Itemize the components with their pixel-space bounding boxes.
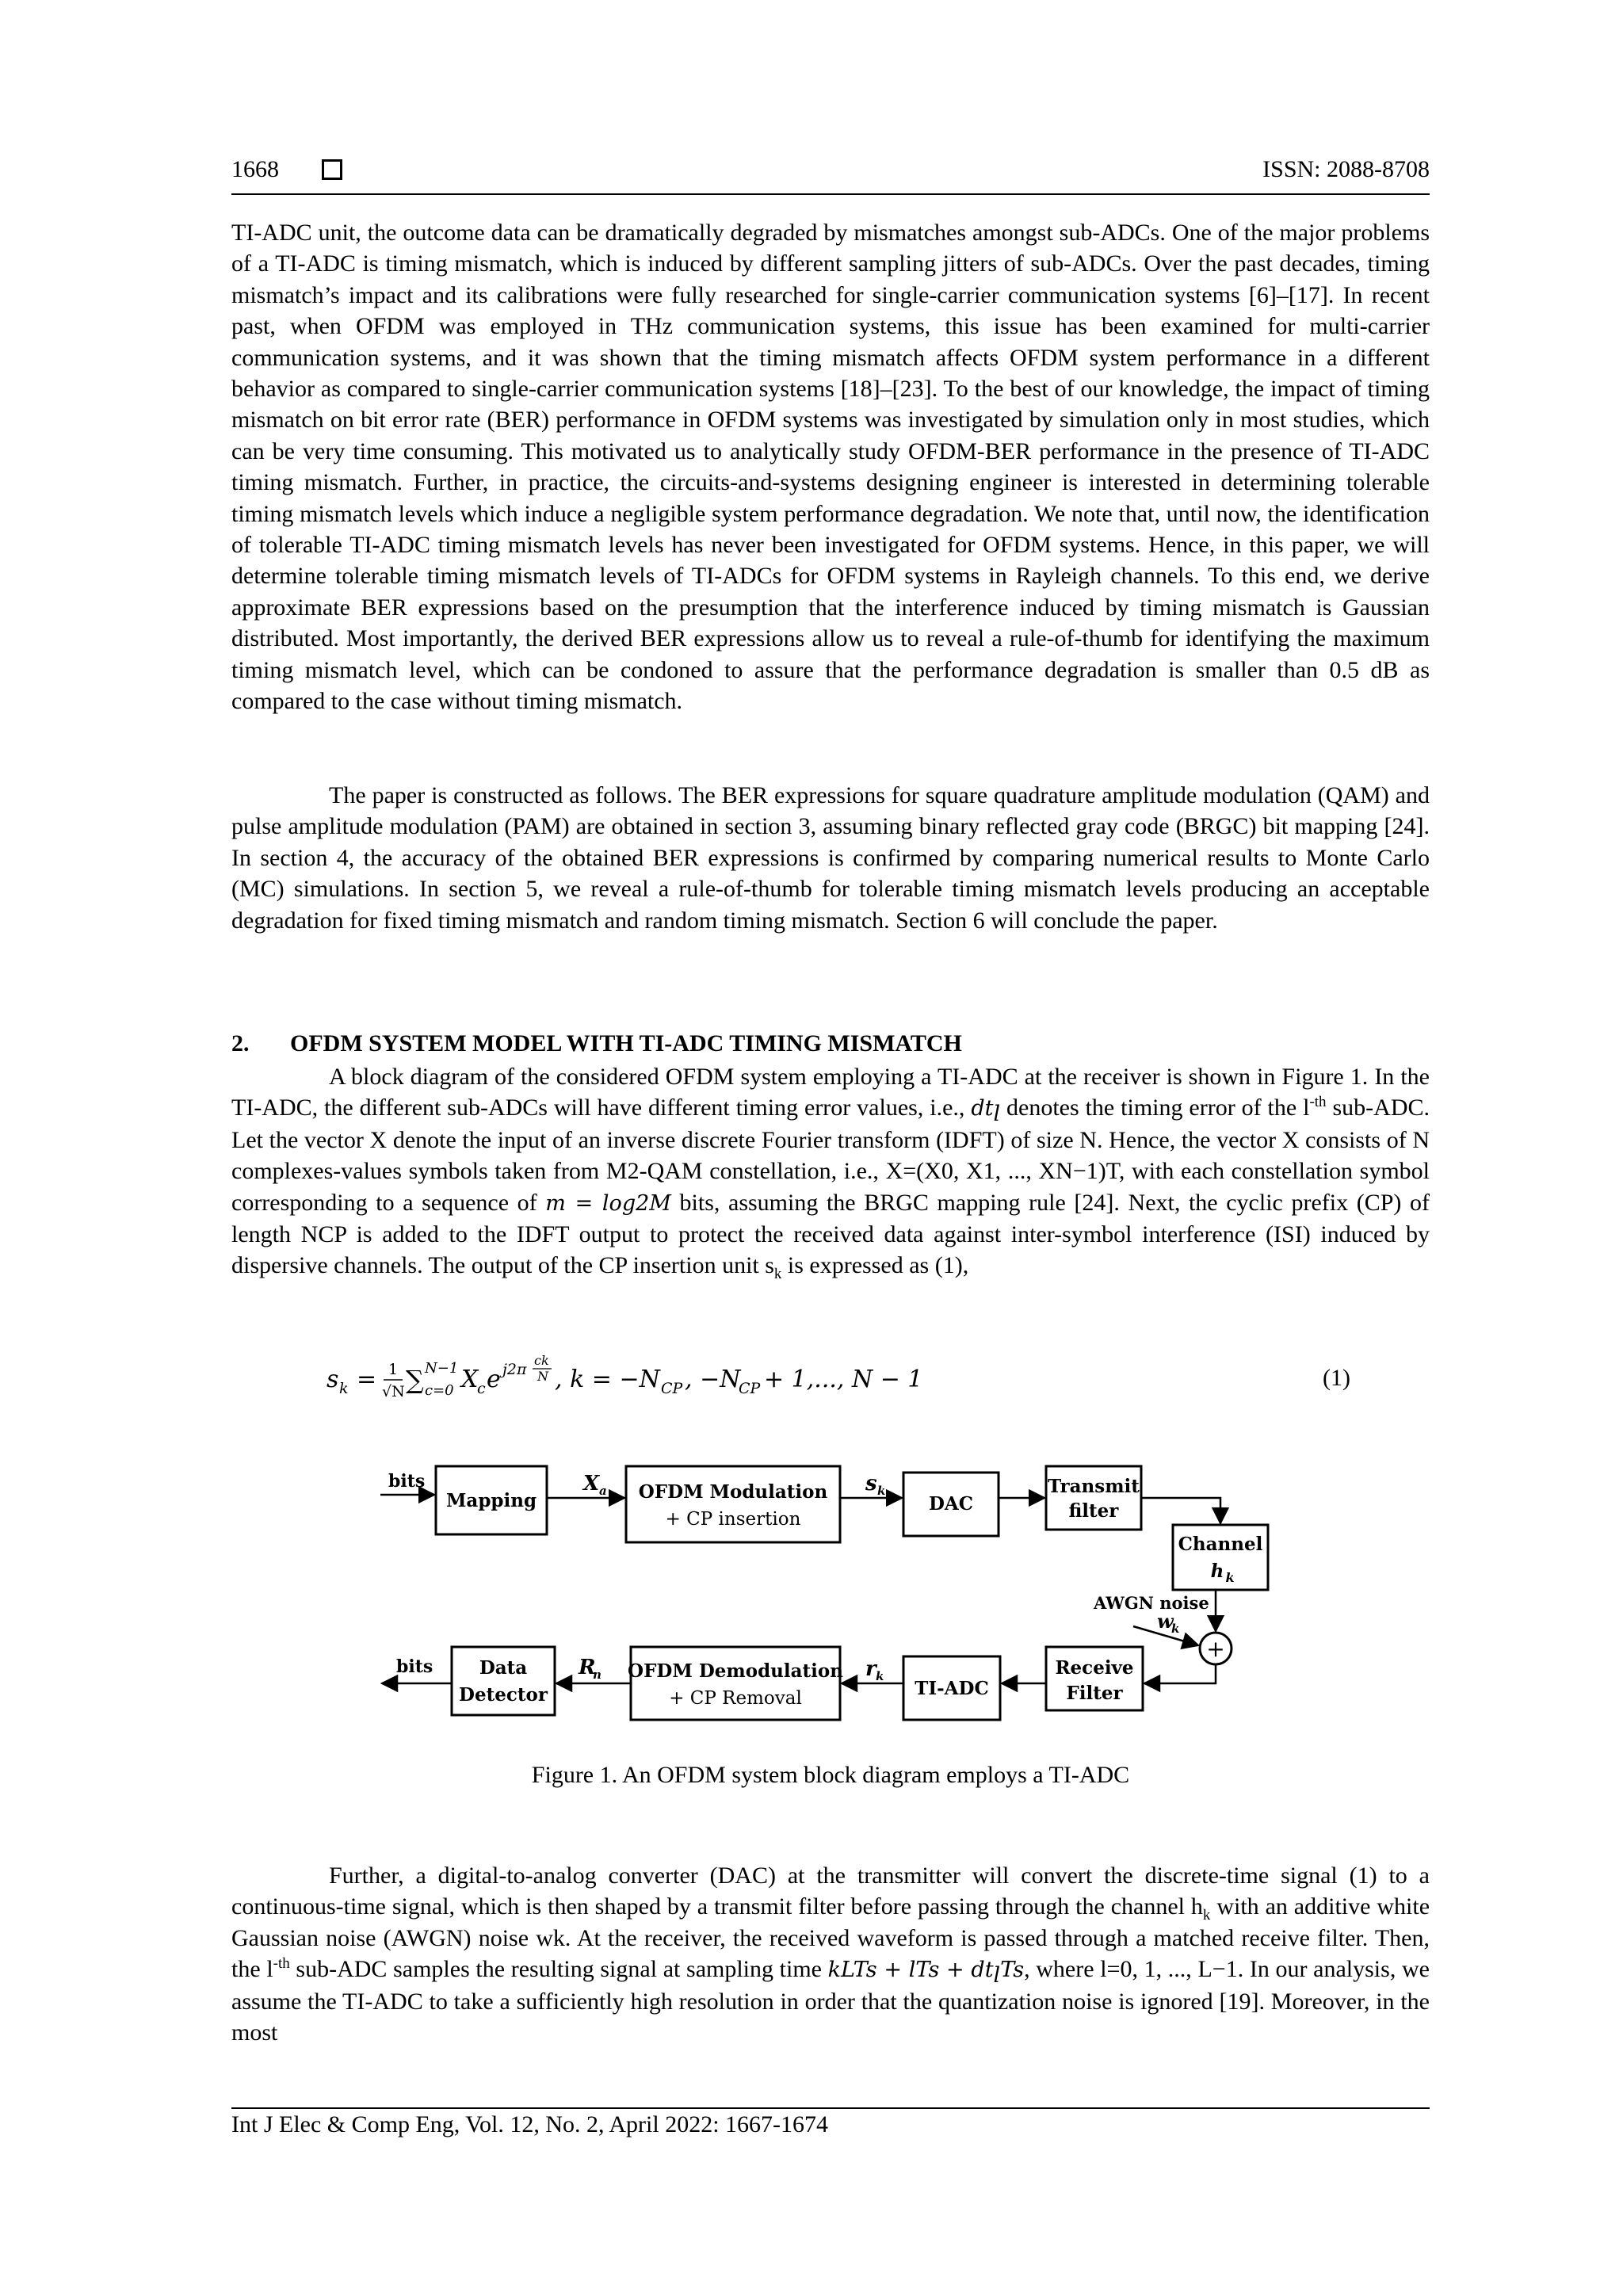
text-run: sub-ADC samples the resulting signal at sampling time <box>289 1956 828 1983</box>
label-tiadc: TI-ADC <box>915 1678 989 1699</box>
page-number: 1668 <box>231 156 279 182</box>
label-ofdm-mod-2: + CP insertion <box>665 1509 801 1530</box>
equation-1-svg <box>327 1347 1277 1411</box>
section-title: OFDM SYSTEM MODEL WITH TI-ADC TIMING MISMATCH <box>290 1030 962 1056</box>
intro-paragraph-2: The paper is constructed as follows. The BER expressions for square quadrature amplitude modulation (QAM) and pulse amplitude modulation (PAM) are obtained in section 3, assuming binary reflected gray code (BRGC) bit mapping [24]. In section 4, the accuracy of the obtained BER expressions is confirmed by comparing numerical results to Monte Carlo (MC) simulations. In section 5, we reveal a rule-of-thumb for tolerable timing mismatch levels producing an acceptable degradation for fixed timing mismatch and random timing mismatch. Section 6 will conclude the paper. <box>231 782 1430 934</box>
equation-number: (1) <box>1323 1365 1350 1391</box>
intro-paragraph-1: TI-ADC unit, the outcome data can be dramatically degraded by mismatches amongst sub-ADCs. One of the major problems of a TI-ADC is timing mismatch, which is induced by different sampling jitters of sub-ADCs. Over the past decades, timing mismatch’s impact and its calibrations were fully researched for single-carrier communication systems [6]–[17]. In recent past, when OFDM was employed in THz communication systems, this issue has been examined for multi-carrier communication systems, and it was shown that the timing mismatch affects OFDM system performance in a different behavior as compared to single-carrier communication systems [18]–[23]. To the best of our knowledge, the impact of timing mismatch on bit error rate (BER) performance in OFDM systems was investigated by simulation only in most studies, which can be very time consuming. This motivated us to analytically study OFDM-BER performance in the presence of TI-ADC timing mismatch. Further, in practice, the circuits-and-systems designing engineer is interested in determining tolerable timing mismatch levels which induce a negligible system performance degradation. We note that, until now, the identification of tolerable TI-ADC timing mismatch levels has never been investigated for OFDM systems. Hence, in this paper, we will determine tolerable timing mismatch levels of TI-ADCs for OFDM systems in Rayleigh channels. To this end, we derive approximate BER expressions based on the presumption that the interference induced by timing mismatch is Gaussian distributed. Most importantly, the derived BER expressions allow us to reveal a rule-of-thumb for identifying the maximum timing mismatch level, which can be condoned to assure that the performance degradation is smaller than 0.5 dB as compared to the case without timing mismatch. <box>231 220 1430 715</box>
eq-exp-pre: j2π <box>502 1361 527 1378</box>
eq-lhs-sub: k <box>339 1380 349 1397</box>
signal-x-sub: a <box>599 1484 607 1498</box>
eq-sum-lower: c=0 <box>425 1382 454 1399</box>
math-sampling-time: kLTs + lTs + dt <box>827 1958 994 1983</box>
section-2-paragraph-1 <box>231 1061 1430 1282</box>
signal-w-sub: k <box>1171 1622 1180 1636</box>
label-ofdm-demod-2: + CP Removal <box>669 1688 802 1709</box>
text-run: bits, assuming the BRGC mapping rule [24]. Next, the cyclic prefix (CP) of length NCP is added to the IDFT output to protect the received data against inter-symbol interference (ISI) induced by dispersive channels. The output of the CP insertion unit s <box>231 1189 1430 1279</box>
text-run: , where l=0, 1, ..., L−1. In our analysis, we assume the TI-ADC to take a sufficiently high resolution in order that the quantization noise is ignored [19]. Moreover, in the most <box>231 1956 1430 2046</box>
math-dt: dt <box>971 1096 994 1121</box>
label-tx-filter-1: Transmit <box>1048 1476 1140 1497</box>
eq-exp-den: N <box>537 1369 548 1384</box>
text-run: A block diagram of the considered OFDM system employing a TI-ADC at the receiver is shown in Figure 1. In the TI-ADC, the different sub-ADCs will have different timing error values, i.e., <box>231 1064 1430 1121</box>
ofdm-block-diagram <box>365 1458 1284 1728</box>
text-run: with an additive white Gaussian noise (AWGN) noise wk. At the receiver, the received waveform is passed through a matched receive filter. Then, the l <box>231 1893 1430 1983</box>
signal-r: r <box>865 1657 876 1681</box>
equation-1 <box>327 1347 1430 1411</box>
superscript-th: -th <box>273 1955 290 1973</box>
eq-exp-num: ck <box>534 1353 549 1368</box>
signal-w: w <box>1157 1610 1174 1633</box>
text-run: sub-ADC. Let the vector X denote the input of an inverse discrete Fourier transform (IDFT) of size N. Hence, the vector X consists of N complexes-values symbols taken from M2-QAM constellation, i.e., X=(X0, X1, ..., XN−1)T, with each constellation symbol corresponding to a sequence of <box>231 1095 1430 1216</box>
section-2-paragraph-2 <box>231 1860 1430 2048</box>
eq-lhs: s <box>327 1366 339 1393</box>
label-mapping: Mapping <box>445 1490 537 1511</box>
signal-bits-in: bits <box>388 1471 426 1492</box>
label-ofdm-demod-1: OFDM Demodulation <box>628 1660 843 1682</box>
eq-rhs-sub-2: CP <box>739 1380 761 1397</box>
eq-rhs-end: + 1,..., N − 1 <box>764 1366 923 1393</box>
text-run: is expressed as (1), <box>781 1252 969 1279</box>
label-ofdm-mod-1: OFDM Modulation <box>638 1481 828 1503</box>
signal-s: s <box>865 1472 877 1496</box>
signal-s-sub: k <box>877 1484 886 1498</box>
superscript-th: -th <box>1309 1094 1327 1111</box>
label-rx-filter-1: Receive <box>1055 1657 1134 1679</box>
eq-term-sub: c <box>477 1380 486 1397</box>
label-detector-2: Detector <box>459 1684 548 1706</box>
subscript-k: k <box>773 1266 782 1283</box>
figure-caption: Figure 1. An OFDM system block diagram employs a TI-ADC <box>531 1762 1130 1788</box>
section-number: 2. <box>231 1030 250 1056</box>
label-dac: DAC <box>928 1493 974 1515</box>
issn-label: ISSN: 2088-8708 <box>1262 156 1430 182</box>
text-run: Further, a digital-to-analog converter (DAC) at the transmitter will convert the discrete-time signal (1) to a continuous-time signal, which is then shaped by a transmit filter before passing through the channel h <box>231 1862 1430 1920</box>
text-run: denotes the timing error of the l <box>1000 1095 1310 1121</box>
square-box-icon <box>322 159 342 180</box>
label-tx-filter-2: filter <box>1068 1500 1119 1522</box>
page-header <box>231 156 1430 194</box>
label-rx-filter-2: Filter <box>1066 1683 1123 1704</box>
eq-rhs-mid: , −N <box>685 1366 741 1393</box>
label-channel-2-sub: k <box>1225 1570 1235 1585</box>
eq-frac-den: √N <box>382 1383 405 1400</box>
signal-r-sub: k <box>876 1669 884 1683</box>
section-heading <box>231 1030 962 1057</box>
eq-rhs: , k = −N <box>555 1366 660 1393</box>
math-m-log2m: m = log2M <box>545 1190 671 1216</box>
label-channel-1: Channel <box>1178 1534 1263 1555</box>
math-sub-l: l <box>993 1102 1001 1127</box>
label-channel-2: h <box>1210 1561 1224 1582</box>
label-adder: + <box>1206 1636 1225 1662</box>
eq-sum-upper: N−1 <box>425 1360 459 1377</box>
eq-equals: = <box>357 1366 377 1393</box>
block-ofdm-demodulation <box>631 1647 840 1720</box>
eq-sum-symbol: ∑ <box>406 1365 424 1395</box>
eq-frac-num: 1 <box>388 1361 399 1378</box>
header-rule <box>231 193 1430 195</box>
footer-citation: Int J Elec & Comp Eng, Vol. 12, No. 2, April 2022: 1667-1674 <box>231 2111 829 2137</box>
math-ts: Ts <box>1000 1958 1025 1983</box>
footer-rule <box>231 2107 1430 2109</box>
eq-term: X <box>461 1366 479 1393</box>
subscript-k: k <box>1202 1907 1211 1924</box>
signal-bits-out: bits <box>396 1656 433 1677</box>
math-sub-l: l <box>993 1963 1001 1988</box>
signal-awgn: AWGN noise <box>1094 1593 1209 1613</box>
signal-x: X <box>583 1472 600 1496</box>
arrow-tx-channel <box>1141 1498 1220 1523</box>
arrow-adder-rx <box>1144 1664 1216 1683</box>
eq-rhs-sub-1: CP <box>661 1380 683 1397</box>
block-ofdm-modulation <box>626 1466 840 1542</box>
label-detector-1: Data <box>479 1657 528 1679</box>
signal-R-sub: n <box>593 1668 601 1682</box>
eq-exp-base: e <box>487 1366 501 1393</box>
signal-R: R <box>579 1656 596 1679</box>
